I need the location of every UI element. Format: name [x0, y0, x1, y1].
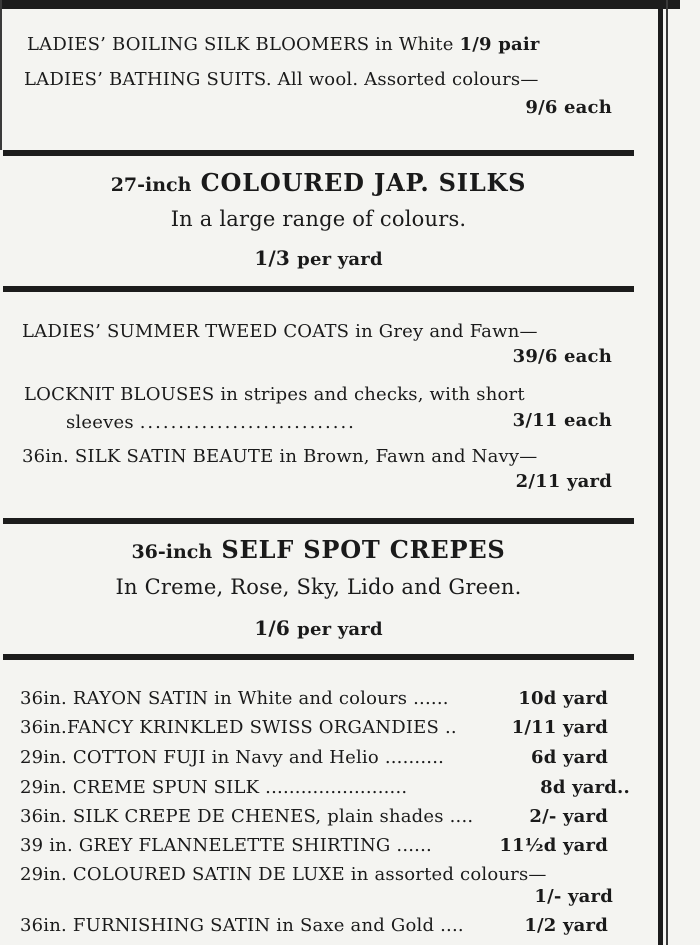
- divider-4: [3, 654, 634, 660]
- tweed-price: 39/6 each: [512, 346, 612, 367]
- feature2-price: 1/6: [254, 616, 290, 640]
- fuji-desc: 29in. COTTON FUJI in Navy and Helio ..........: [20, 747, 445, 768]
- feature1-name: COLOURED JAP. SILKS: [200, 168, 527, 197]
- flannelette-desc: 39 in. GREY FLANNELETTE SHIRTING ......: [20, 835, 432, 856]
- feature2-size: 36-inch: [131, 541, 213, 563]
- feature2-heading: [3, 535, 634, 564]
- blouses-price: 3/11 each: [512, 410, 612, 431]
- deluxe-desc: 29in. COLOURED SATIN DE LUXE in assorted colours—: [20, 864, 547, 885]
- organdies-price: 1/11 yard: [511, 717, 608, 738]
- flannelette-price: 11½d yard: [499, 835, 608, 856]
- bloomers-price: 1/9 pair: [459, 34, 540, 55]
- satin-beaute-desc: 36in. SILK SATIN BEAUTE in Brown, Fawn and Navy—: [22, 446, 538, 467]
- right-border: [658, 0, 663, 945]
- right-border-thin: [666, 0, 668, 945]
- bloomers-desc: LADIES’ BOILING SILK BLOOMERS in White: [27, 34, 454, 55]
- furnishing-price: 1/2 yard: [524, 915, 608, 936]
- feature2-name: SELF SPOT CREPES: [221, 535, 506, 564]
- blouses-dots: ............................: [139, 412, 356, 433]
- rayon-price: 10d yard: [518, 688, 608, 709]
- spun-price: 8d yard..: [540, 777, 630, 798]
- rayon-desc: 36in. RAYON SATIN in White and colours ......: [20, 688, 449, 709]
- satin-beaute-price: 2/11 yard: [515, 471, 612, 492]
- feature1-sub: In a large range of colours.: [170, 207, 467, 231]
- top-border: [0, 0, 680, 9]
- divider-1: [3, 150, 634, 156]
- bathing-price: 9/6 each: [525, 97, 612, 118]
- divider-3: [3, 518, 634, 524]
- feature2-sub: In Creme, Rose, Sky, Lido and Green.: [115, 575, 522, 599]
- bloomers-item: [27, 34, 617, 55]
- spun-desc: 29in. CREME SPUN SILK ........................: [20, 777, 408, 798]
- deluxe-price: 1/- yard: [534, 886, 613, 907]
- divider-2: [3, 286, 634, 292]
- blouses-desc: LOCKNIT BLOUSES in stripes and checks, with short: [24, 384, 525, 405]
- organdies-desc: 36in.FANCY KRINKLED SWISS ORGANDIES ..: [20, 717, 457, 738]
- feature2-unit: per yard: [297, 619, 383, 640]
- chenes-desc: 36in. SILK CREPE DE CHENES, plain shades ....: [20, 806, 474, 827]
- feature1-heading: [3, 168, 634, 197]
- tweed-desc: LADIES’ SUMMER TWEED COATS in Grey and Fawn—: [22, 321, 538, 342]
- feature1-price-line: [3, 246, 634, 270]
- blouses-desc2: sleeves: [66, 412, 134, 433]
- left-border: [0, 0, 2, 150]
- feature1-unit: per yard: [297, 249, 383, 270]
- feature1-size: 27-inch: [110, 174, 192, 196]
- chenes-price: 2/- yard: [529, 806, 608, 827]
- fuji-price: 6d yard: [531, 747, 608, 768]
- bathing-desc: LADIES’ BATHING SUITS. All wool. Assorted colours—: [24, 69, 539, 90]
- feature2-price-line: [3, 616, 634, 640]
- blouses-line2: [66, 412, 356, 433]
- feature1-price: 1/3: [254, 246, 290, 270]
- furnishing-desc: 36in. FURNISHING SATIN in Saxe and Gold ....: [20, 915, 464, 936]
